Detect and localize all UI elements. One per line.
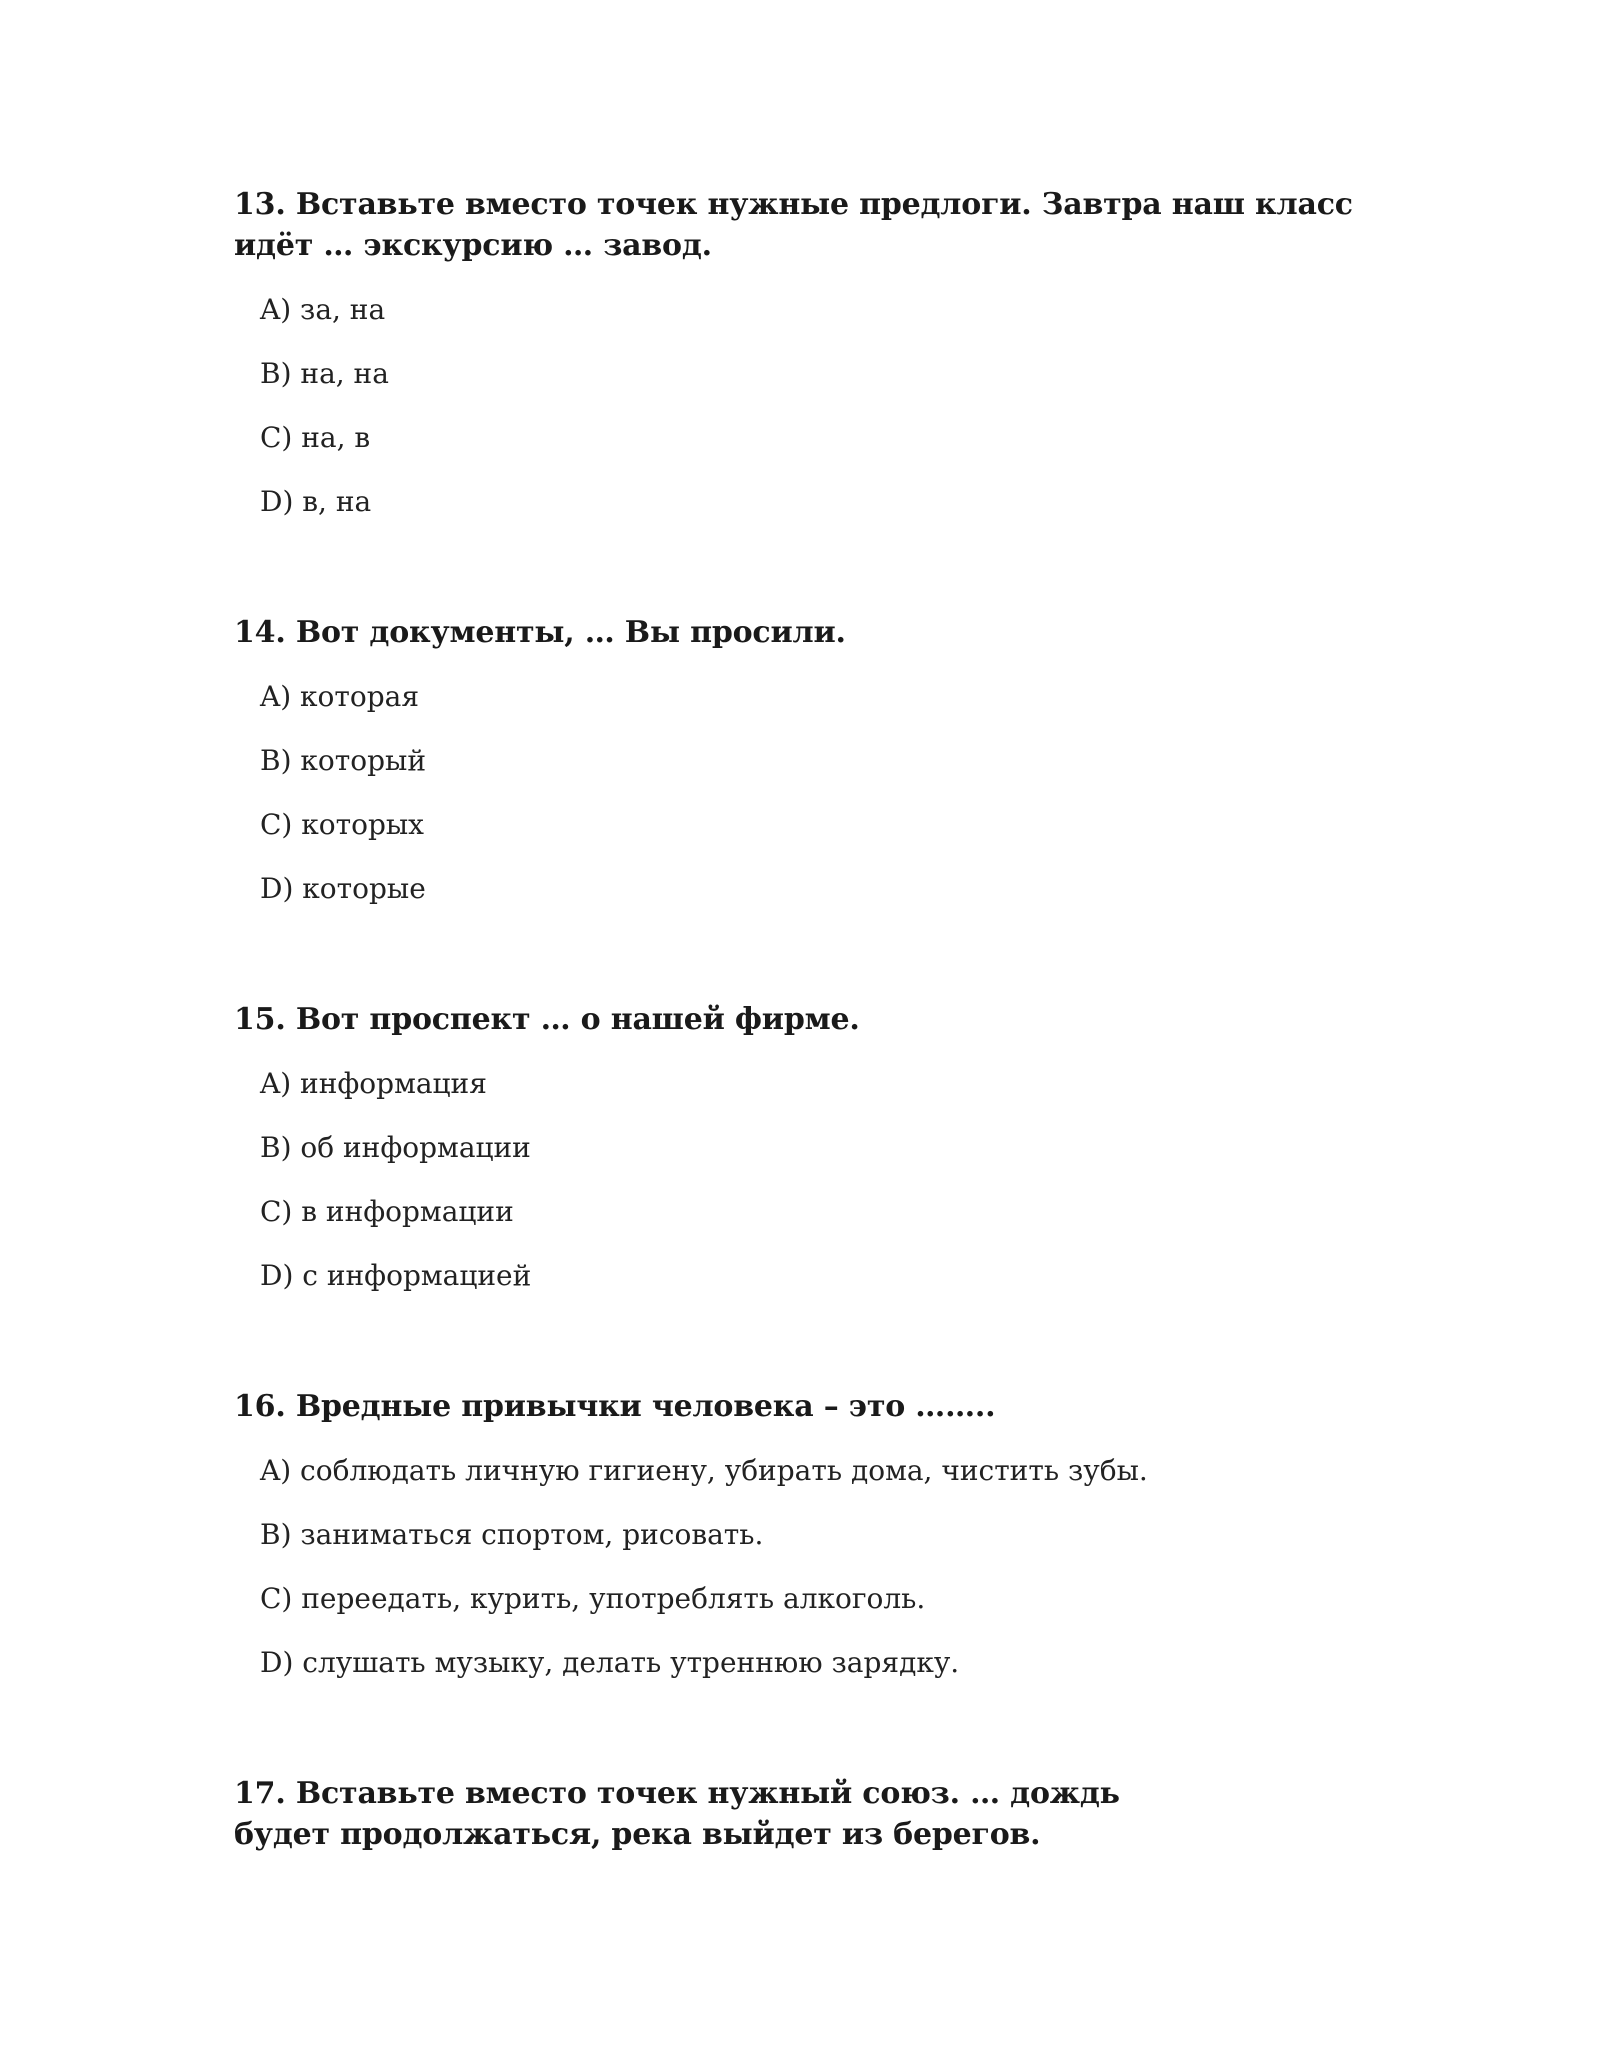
answer-option-d: D) слушать музыку, делать утреннюю зарядку. [260, 1646, 960, 1679]
question-17 [234, 1773, 1414, 1855]
answer-option-d: D) с информацией [260, 1259, 532, 1292]
answer-option-a: A) которая [260, 680, 420, 713]
question-16 [234, 1386, 1414, 1683]
answer-option-b: B) который [260, 744, 426, 777]
answer-option-b: B) на, на [260, 357, 389, 390]
question-15 [234, 999, 1414, 1296]
question-14 [234, 612, 1414, 909]
answer-options [234, 290, 1414, 522]
answer-option-a: A) соблюдать личную гигиену, убирать дома, чистить зубы. [260, 1454, 1148, 1487]
question-title: 15. Вот проспект … о нашей фирме. [234, 1002, 860, 1037]
answer-options [234, 677, 1414, 909]
answer-option-c: C) которых [260, 808, 424, 841]
answer-option-a: A) за, на [260, 293, 386, 326]
question-title: 14. Вот документы, … Вы просили. [234, 615, 846, 650]
question-spacer [234, 1683, 1414, 1773]
answer-option-c: C) в информации [260, 1195, 514, 1228]
answer-options [234, 1451, 1414, 1683]
question-spacer [234, 1296, 1414, 1386]
question-spacer [234, 522, 1414, 612]
answer-option-c: C) на, в [260, 421, 371, 454]
question-title: 16. Вредные привычки человека – это …….. [234, 1389, 996, 1424]
answer-option-a: A) информация [260, 1067, 487, 1100]
answer-option-d: D) в, на [260, 485, 372, 518]
document-page [234, 184, 1414, 1855]
answer-option-d: D) которые [260, 872, 426, 905]
answer-option-c: C) переедать, курить, употреблять алкоголь. [260, 1582, 926, 1615]
answer-option-b: B) об информации [260, 1131, 531, 1164]
question-13 [234, 184, 1414, 522]
answer-options [234, 1064, 1414, 1296]
question-title: 17. Вставьте вместо точек нужный союз. … дождь будет продолжаться, река выйдет из берегов. [234, 1776, 1120, 1852]
question-spacer [234, 909, 1414, 999]
answer-option-b: B) заниматься спортом, рисовать. [260, 1518, 764, 1551]
question-title: 13. Вставьте вместо точек нужные предлоги. Завтра наш класс идёт … экскурсию … завод. [234, 187, 1353, 263]
